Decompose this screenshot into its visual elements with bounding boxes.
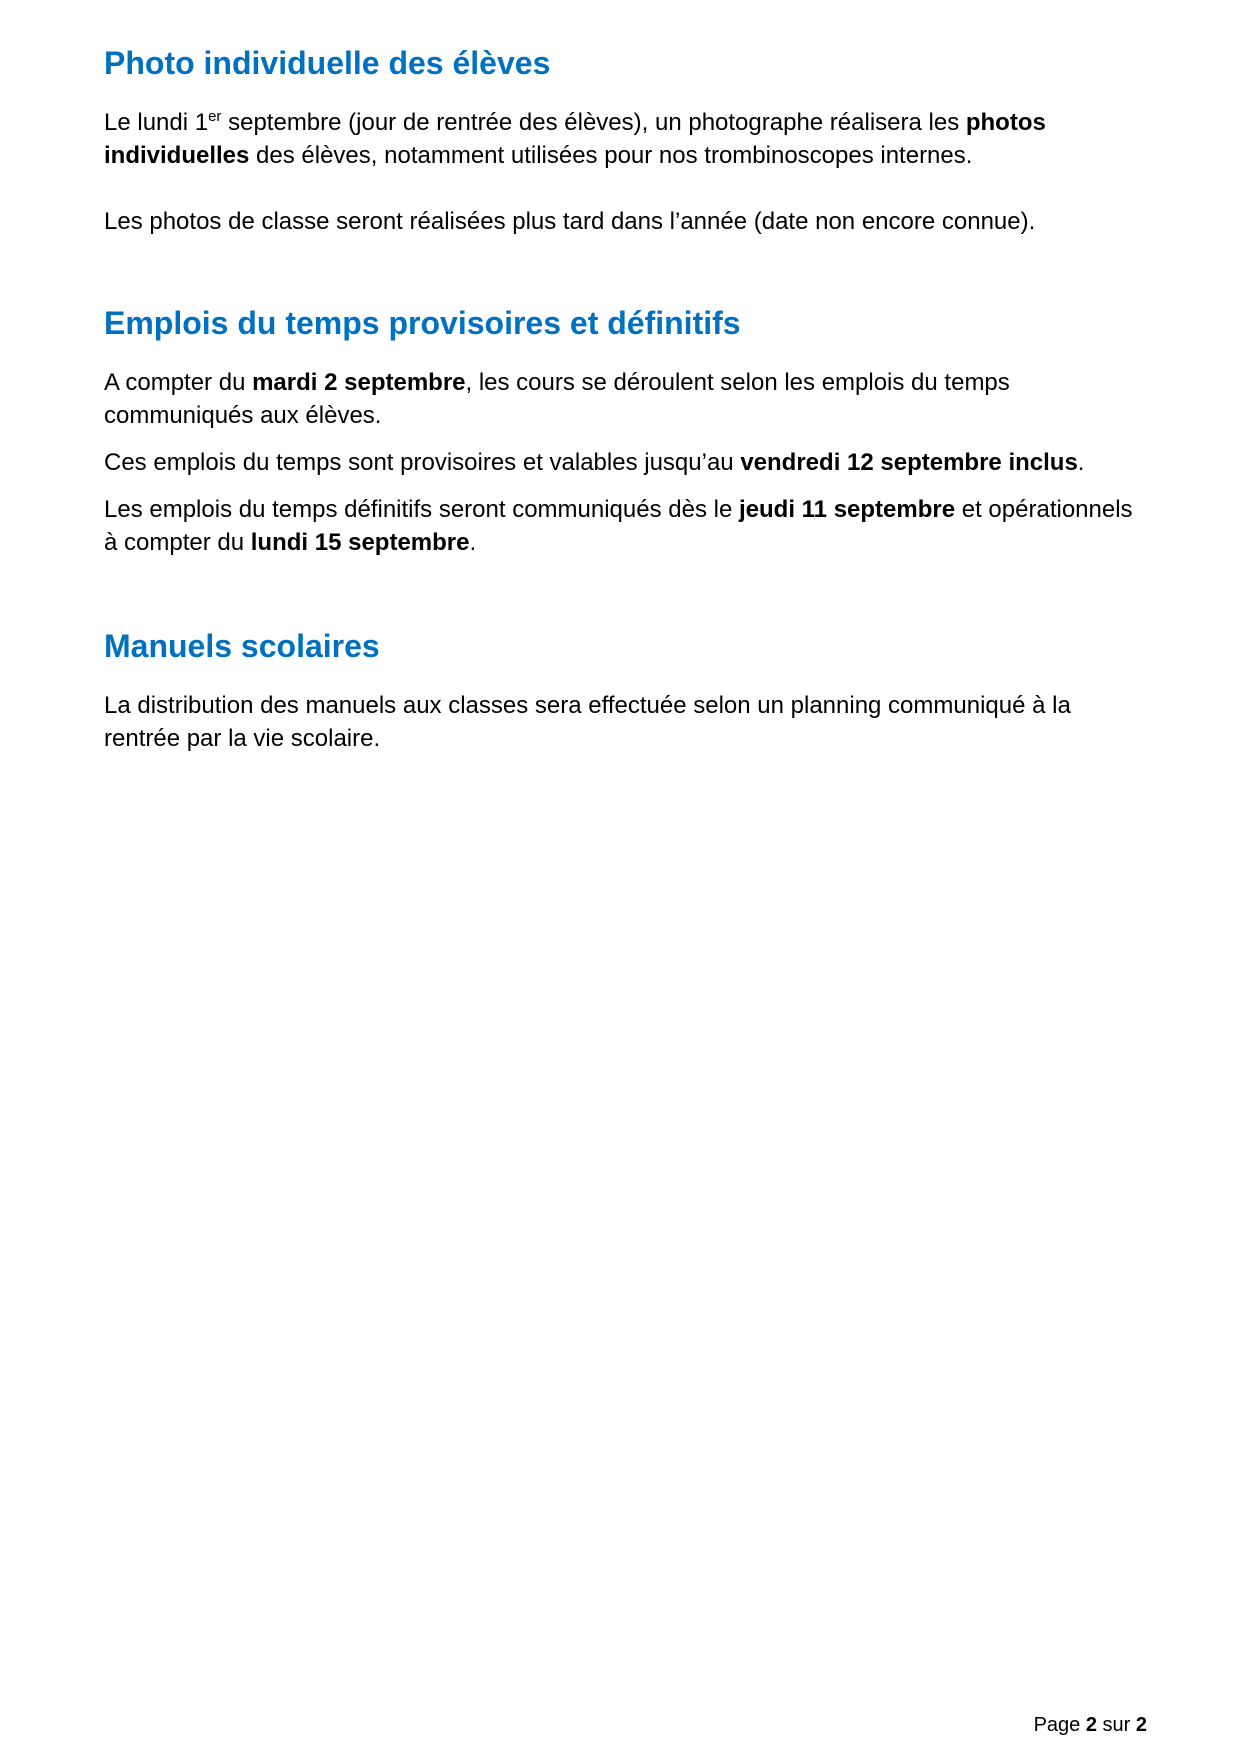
paragraph-manuels: La distribution des manuels aux classes sera effectuée selon un planning communiqué à la rentrée par la vie scolaire. (104, 692, 1071, 752)
paragraph-photo-individuelle: Le lundi 1er septembre (jour de rentrée des élèves), un photographe réalisera les photos individuelles des élèves, notamment utilisées pour nos trombinoscopes internes. (104, 108, 1046, 169)
section-title-emplois: Emplois du temps provisoires et définitifs (104, 305, 741, 341)
section-title-photo: Photo individuelle des élèves (104, 45, 551, 81)
paragraph-photos-classe: Les photos de classe seront réalisées plus tard dans l’année (date non encore connue). (104, 208, 1036, 235)
page-number-footer: Page 2 sur 2 (1033, 1714, 1147, 1736)
paragraph-emplois-compter: A compter du mardi 2 septembre, les cours se déroulent selon les emplois du temps communiqués aux élèves. (104, 369, 1010, 429)
section-title-manuels: Manuels scolaires (104, 628, 380, 664)
paragraph-emplois-definitifs: Les emplois du temps définitifs seront communiqués dès le jeudi 11 septembre et opérationnels à compter du lundi 15 septembre. (104, 496, 1133, 556)
paragraph-emplois-provisoires: Ces emplois du temps sont provisoires et valables jusqu’au vendredi 12 septembre inclus. (104, 449, 1085, 476)
